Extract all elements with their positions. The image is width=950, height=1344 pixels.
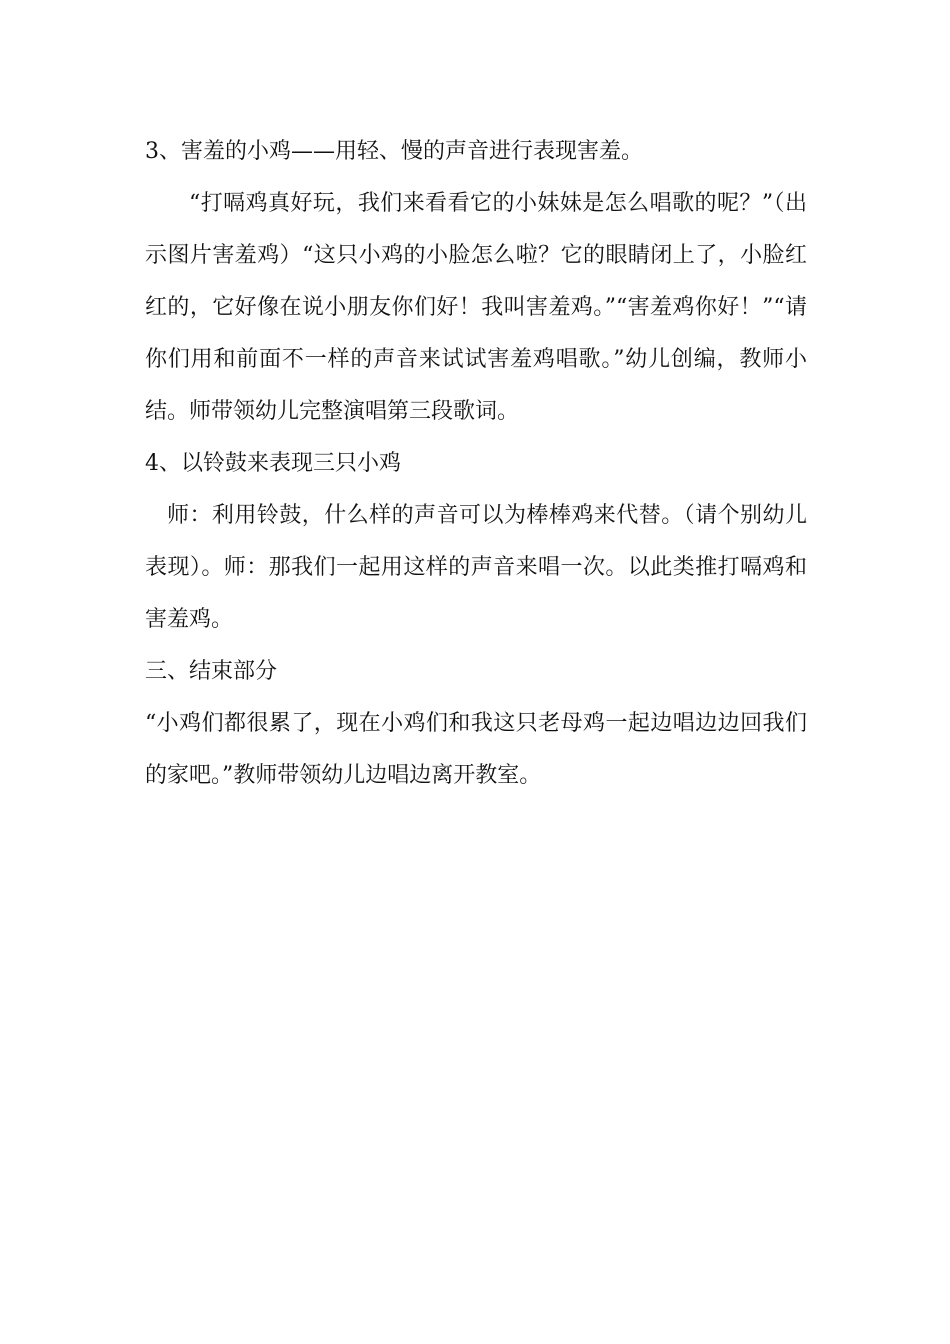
paragraph-shy-chick: “打嗝鸡真好玩，我们来看看它的小妹妹是怎么唱歌的呢？”（出示图片害羞鸡）“这只小鸡的小脸怎么啦？它的眼睛闭上了，小脸红红的，它好像在说小朋友你们好！我叫害羞鸡。”“害羞鸡你好！”“请你们用和前面不一样的声音来试试害羞鸡唱歌。”幼儿创编，教师小结。师带领幼儿完整演唱第三段歌词。 (145, 191, 807, 424)
paragraph-tambourine: 师：利用铃鼓，什么样的声音可以为棒棒鸡来代替。（请个别幼儿表现）。师：那我们一起用这样的声音来唱一次。以此类推打嗝鸡和害羞鸡。 (145, 503, 807, 632)
heading-tambourine: 4、以铃鼓来表现三只小鸡 (145, 451, 401, 476)
document-body (145, 126, 807, 802)
paragraph-ending: “小鸡们都很累了，现在小鸡们和我这只老母鸡一起边唱边边回我们的家吧。”教师带领幼儿边唱边离开教室。 (145, 711, 807, 788)
heading-ending: 三、结束部分 (145, 659, 278, 684)
heading-shy-chick: 3、害羞的小鸡——用轻、慢的声音进行表现害羞。 (145, 139, 643, 164)
